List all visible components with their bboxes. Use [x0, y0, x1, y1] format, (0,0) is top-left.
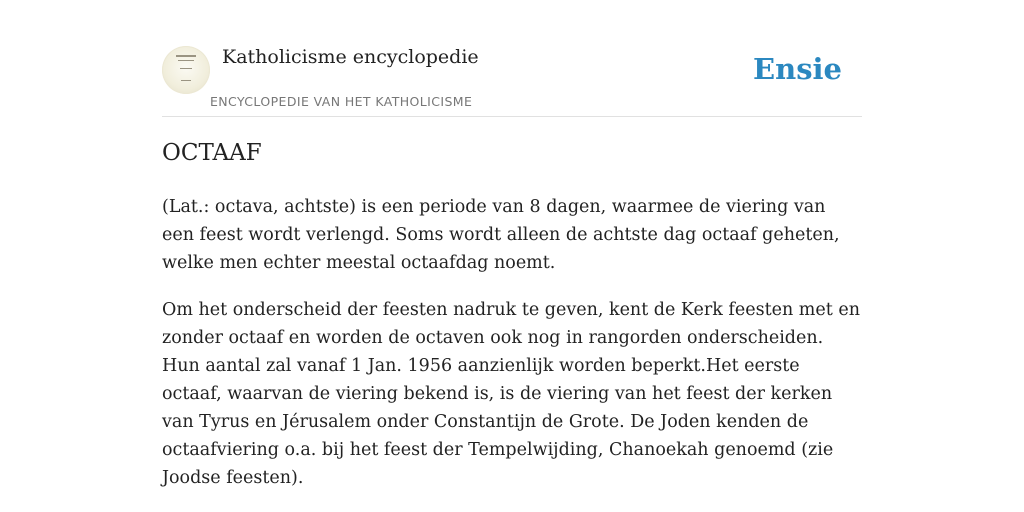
article-title: OCTAAF: [162, 140, 262, 166]
encyclopedia-cover-icon[interactable]: [162, 46, 210, 94]
article-paragraph: Om het onderscheid der feesten nadruk te geven, kent de Kerk feesten met en zonder octaaf en worden de octaven ook nog in rangorden onderscheiden. Hun aantal zal vanaf 1 Jan. 1956 aanzienlijk worden beperkt.Het eerste octaaf, waarvan de viering bekend is, is de viering van het feest der kerken van Tyrus en Jérusalem onder Constantijn de Grote. De Joden kenden de octaafviering o.a. bij het feest der Tempelwijding, Chanoekah genoemd (zie Joodse feesten).: [162, 300, 860, 488]
article-body: [162, 193, 862, 511]
ensie-logo-link[interactable]: Ensie: [753, 52, 842, 86]
article-paragraph: (Lat.: octava, achtste) is een periode van 8 dagen, waarmee de viering van een feest wordt verlengd. Soms wordt alleen de achtste dag octaaf geheten, welke men echter meestal octaafdag noemt.: [162, 197, 840, 273]
encyclopedia-subtitle: ENCYCLOPEDIE VAN HET KATHOLICISME: [210, 94, 473, 109]
site-header: [162, 0, 862, 117]
encyclopedia-name-link[interactable]: Katholicisme encyclopedie: [222, 46, 479, 68]
